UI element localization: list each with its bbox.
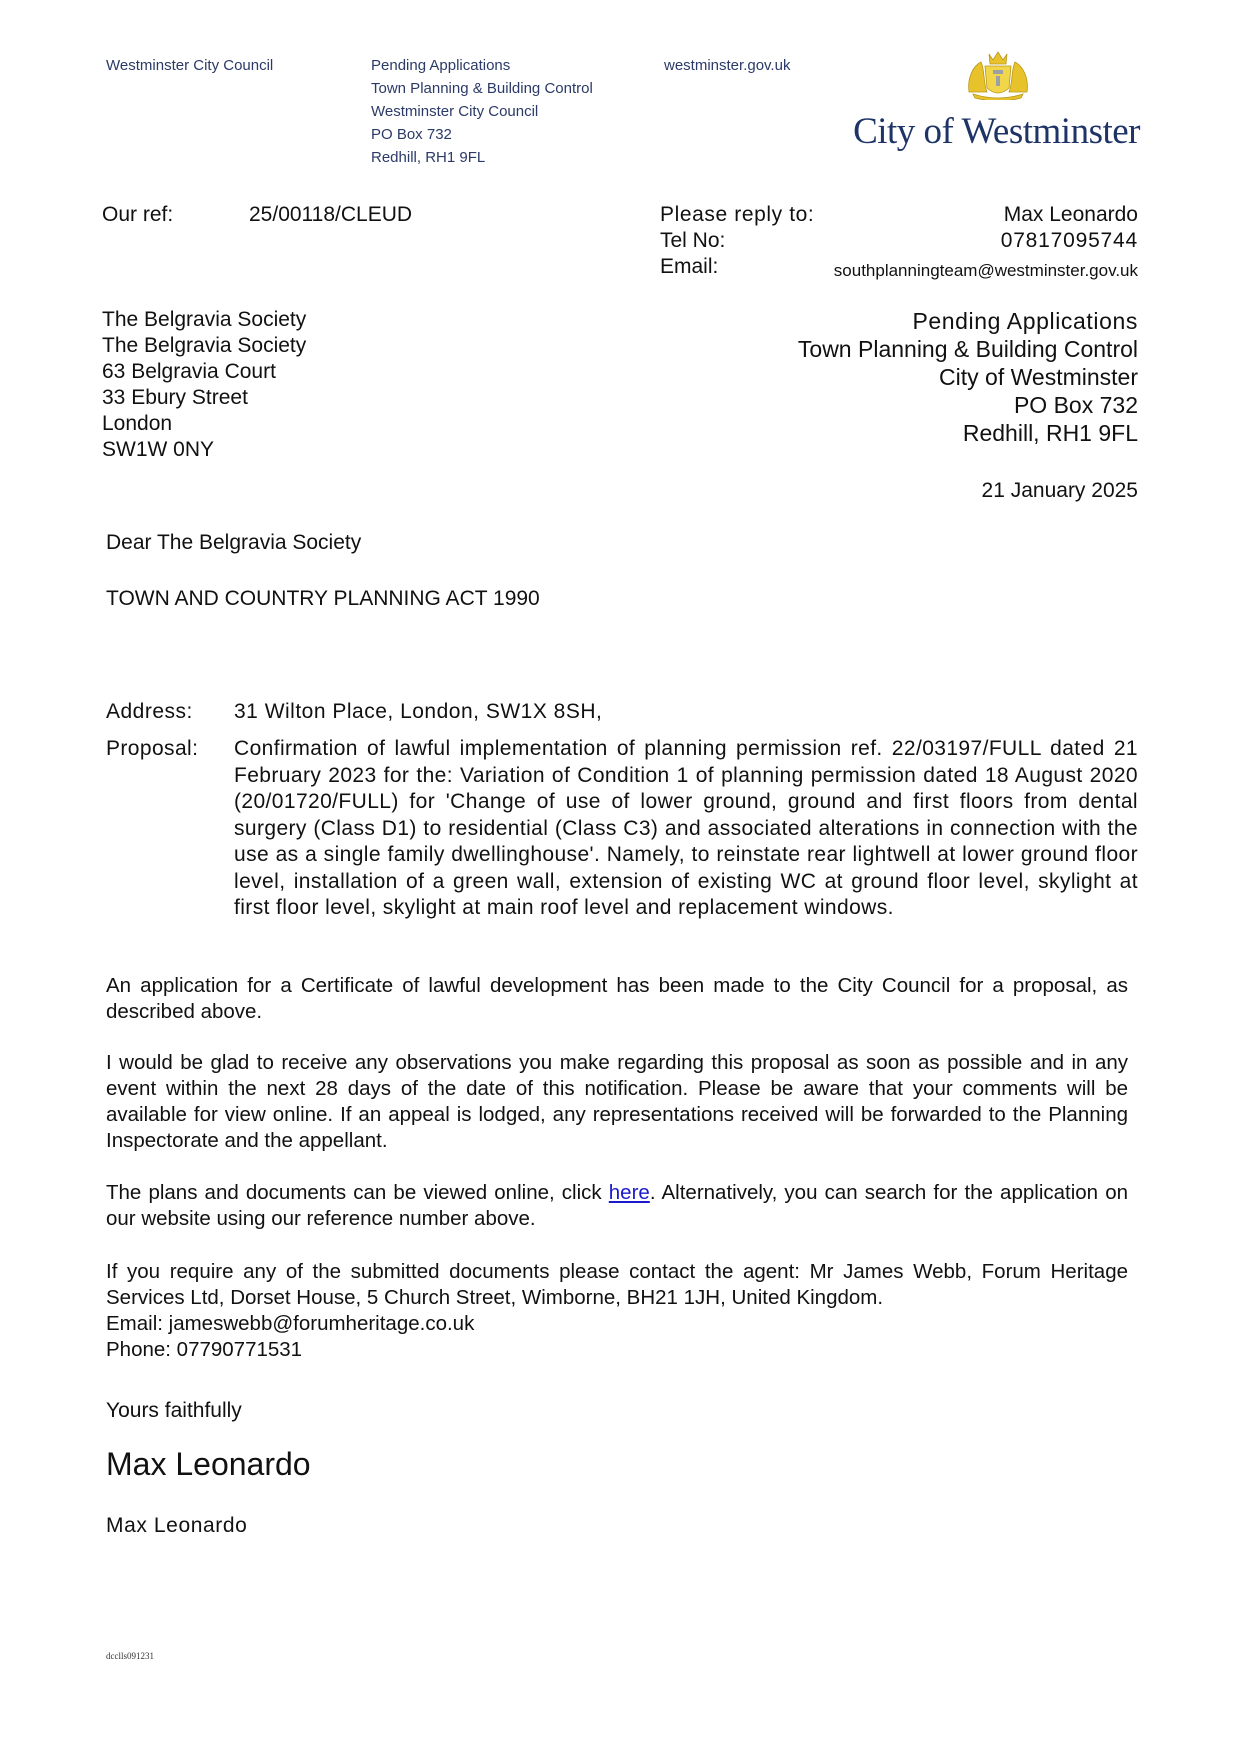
act-heading: TOWN AND COUNTRY PLANNING ACT 1990 [106, 587, 540, 610]
return-address-line: Pending Applications [371, 57, 511, 74]
our-ref-label: Our ref: [102, 203, 174, 226]
return-address [371, 54, 593, 169]
tel-label: Tel No: [660, 229, 726, 252]
org-name-text: Westminster City Council [106, 57, 274, 74]
agent-email: Email: jameswebb@forumheritage.co.uk [106, 1312, 475, 1335]
website-text: westminster.gov.uk [664, 57, 791, 74]
plans-text-before: The plans and documents can be viewed online, click [106, 1181, 609, 1204]
return-address-line: Town Planning & Building Control [371, 80, 593, 97]
return-address-line: PO Box 732 [371, 126, 452, 143]
website [664, 54, 790, 77]
our-ref-value: 25/00118/CLEUD [249, 203, 413, 226]
recipient-line: The Belgravia Society [102, 334, 307, 357]
agent-phone: Phone: 07790771531 [106, 1338, 303, 1361]
site-address-row [106, 699, 1138, 725]
paragraph-application: An application for a Certificate of lawful development has been made to the City Council for a proposal, as described above. [106, 974, 1128, 1023]
return-address-line: Westminster City Council [371, 103, 539, 120]
sender-line: Pending Applications [912, 308, 1138, 334]
sender-line: PO Box 732 [1013, 392, 1138, 418]
recipient-line: 33 Ebury Street [102, 386, 248, 409]
letter-date: 21 January 2025 [981, 479, 1138, 502]
logo-text: City of Westminster [853, 111, 1140, 152]
org-name [106, 54, 273, 77]
salutation: Dear The Belgravia Society [106, 531, 362, 554]
proposal-value: Confirmation of lawful implementation of planning permission ref. 22/03197/FULL dated 21 February 2023 for the: Variation of Condition 1 of planning permission dated 18 August 2020 (20/01720/FULL) for 'Change of use of lower ground, ground and first floors from dental surgery (Class D1) to residential (Class C3) and associated alterations in connection with the use as a single family dwellinghouse'. Namely, to reinstate rear lightwell at lower ground floor level, installation of a green wall, extension of existing WC at ground floor level, skylight at first floor level, skylight at main roof level and replacement windows. [234, 737, 1138, 919]
email-label: Email: [660, 255, 719, 278]
proposal-label: Proposal: [106, 737, 199, 760]
address-value: 31 Wilton Place, London, SW1X 8SH, [234, 700, 603, 723]
council-logo [855, 48, 1140, 158]
sender-line: Redhill, RH1 9FL [962, 420, 1138, 446]
reply-block [660, 202, 1138, 280]
return-address-line: Redhill, RH1 9FL [371, 149, 486, 166]
sender-line: Town Planning & Building Control [797, 336, 1138, 362]
sender-address [798, 307, 1138, 447]
paragraph-agent [106, 1259, 1128, 1363]
recipient-address [102, 307, 306, 463]
reply-to-name: Max Leonardo [1003, 203, 1138, 226]
footer-code: dcclls091231 [106, 1651, 154, 1661]
email-value: southplanningteam@westminster.gov.uk [833, 261, 1138, 280]
here-link[interactable]: here [608, 1181, 650, 1204]
paragraph-observations: I would be glad to receive any observations you make regarding this proposal as soon as possible and in any event within the next 28 days of the date of this notification. Please be aware that your comments will be available for view online. If an appeal is lodged, any representations received will be forwarded to the Planning Inspectorate and the appellant. [106, 1051, 1128, 1152]
signature: Max Leonardo [106, 1446, 311, 1482]
recipient-line: London [102, 412, 173, 435]
recipient-line: The Belgravia Society [102, 308, 307, 331]
valediction: Yours faithfully [106, 1399, 242, 1422]
recipient-line: 63 Belgravia Court [102, 360, 276, 383]
recipient-line: SW1W 0NY [102, 438, 215, 461]
proposal-row [106, 736, 1138, 922]
sender-line: City of Westminster [939, 364, 1138, 390]
reply-to-label: Please reply to: [660, 203, 815, 226]
plans-text-after: . Alternatively, you can search for the application on our website using our reference number above. [106, 1181, 1128, 1230]
printed-name: Max Leonardo [106, 1514, 248, 1537]
coat-of-arms-icon [963, 48, 1033, 100]
address-label: Address: [106, 700, 193, 723]
paragraph-plans [106, 1180, 1128, 1232]
agent-contact-text: If you require any of the submitted documents please contact the agent: Mr James Webb, Forum Heritage Services Ltd, Dorset House, 5 Church Street, Wimborne, BH21 1JH, United Kingdom. [106, 1260, 1128, 1309]
tel-value: 07817095744 [1000, 229, 1138, 252]
